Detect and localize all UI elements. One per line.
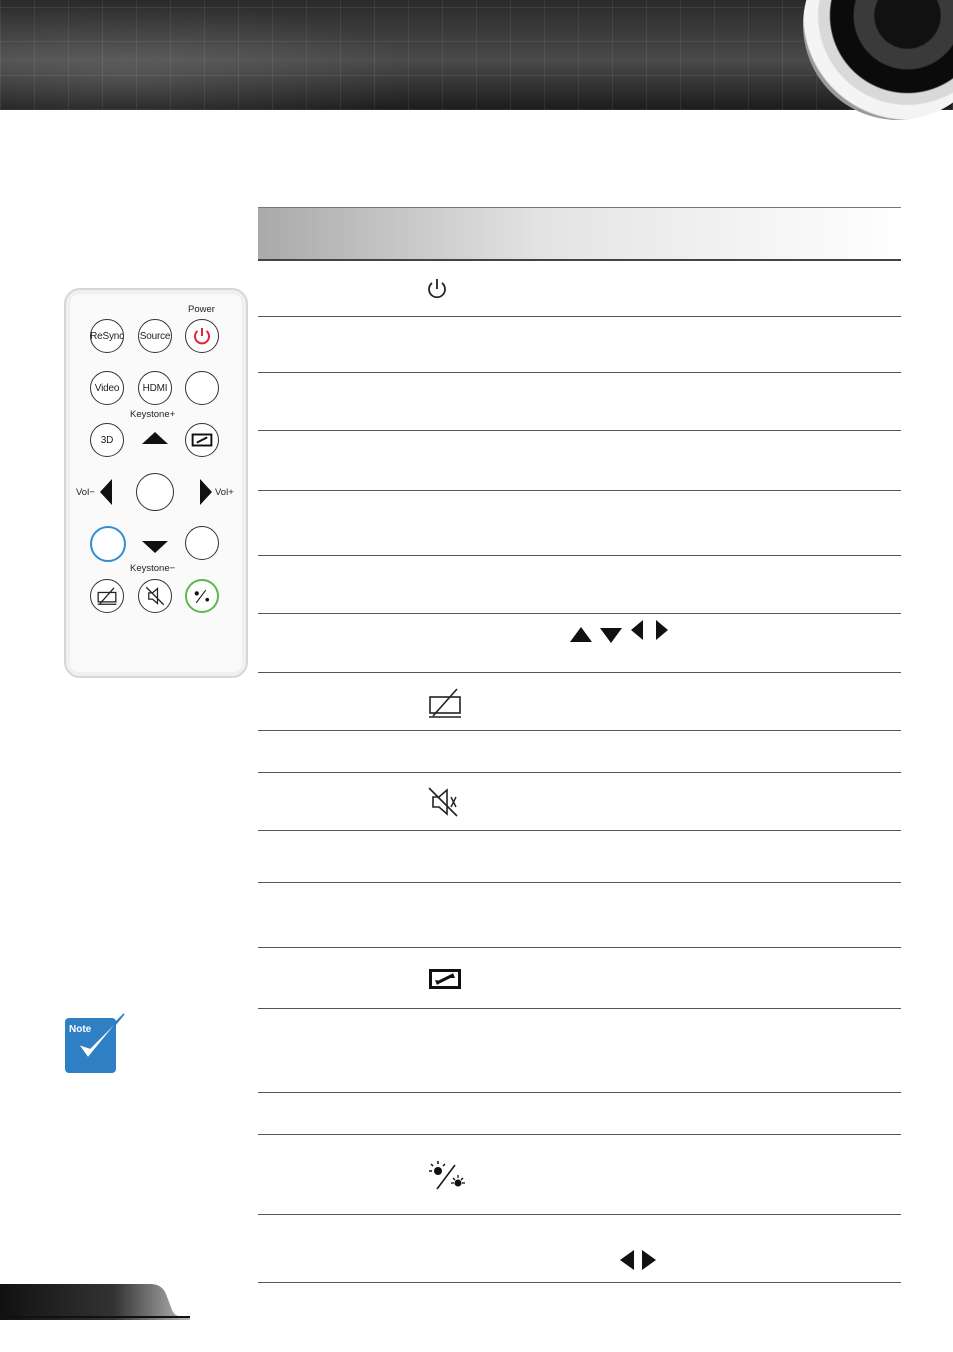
up-arrow-button[interactable]	[142, 432, 168, 444]
row-divider	[258, 430, 901, 431]
center-enter-button[interactable]	[136, 473, 174, 511]
blank-round-button-2[interactable]	[185, 526, 219, 560]
row-divider	[258, 672, 901, 673]
mute-icon	[427, 786, 459, 818]
keystone-plus-label: Keystone+	[130, 409, 176, 420]
right-arrow-button[interactable]	[200, 479, 212, 505]
row-divider	[258, 613, 901, 614]
3d-label: 3D	[100, 434, 114, 446]
left-right-arrows-icon	[616, 1248, 660, 1272]
aspect-ratio-icon	[428, 968, 462, 990]
row-divider	[258, 372, 901, 373]
row-divider	[258, 1008, 901, 1009]
aspect-ratio-icon	[191, 432, 213, 448]
row-divider	[258, 730, 901, 731]
blank-screen-icon	[428, 688, 462, 718]
row-divider	[258, 1214, 901, 1215]
row-divider	[258, 830, 901, 831]
video-button[interactable]	[90, 371, 124, 405]
resync-button[interactable]	[90, 319, 124, 353]
mute-button[interactable]	[138, 579, 172, 613]
row-divider	[258, 1282, 901, 1283]
keystone-minus-label: Keystone−	[130, 563, 176, 574]
row-divider	[258, 882, 901, 883]
row-divider	[258, 555, 901, 556]
row-divider	[258, 490, 901, 491]
note-label: Note	[69, 1024, 92, 1035]
row-divider	[258, 316, 901, 317]
brightness-mode-icon	[427, 1160, 469, 1192]
down-arrow-button[interactable]	[142, 541, 168, 553]
vol-plus-label: Vol+	[215, 487, 234, 498]
header-banner	[0, 0, 953, 110]
table-header	[258, 207, 901, 261]
power-button[interactable]	[185, 319, 219, 353]
row-divider	[258, 947, 901, 948]
mute-icon	[145, 586, 165, 606]
blue-round-button[interactable]	[90, 526, 126, 562]
hdmi-label: HDMI	[142, 382, 168, 394]
blank-screen-button[interactable]	[90, 579, 124, 613]
power-icon	[426, 277, 448, 301]
brightness-mode-button[interactable]	[185, 579, 219, 613]
brightness-mode-icon	[191, 587, 213, 605]
row-divider	[258, 772, 901, 773]
page-footer-tab	[0, 1284, 190, 1320]
power-icon	[191, 325, 213, 347]
source-button[interactable]	[138, 319, 172, 353]
left-arrow-button[interactable]	[100, 479, 112, 505]
blank-round-button[interactable]	[185, 371, 219, 405]
3d-button[interactable]	[90, 423, 124, 457]
hdmi-button[interactable]	[138, 371, 172, 405]
resync-label: ReSync	[90, 330, 124, 342]
note-checkmark-icon	[64, 1012, 128, 1074]
row-divider	[258, 1092, 901, 1093]
remote-control	[64, 288, 248, 678]
four-way-arrows-icon	[568, 620, 672, 646]
row-divider	[258, 1134, 901, 1135]
aspect-ratio-button[interactable]	[185, 423, 219, 457]
source-label: Source	[139, 330, 171, 342]
vol-minus-label: Vol−	[76, 487, 95, 498]
power-label: Power	[188, 304, 215, 315]
blank-screen-icon	[97, 587, 117, 605]
video-label: Video	[94, 382, 120, 394]
projector-lens-graphic	[803, 0, 953, 120]
